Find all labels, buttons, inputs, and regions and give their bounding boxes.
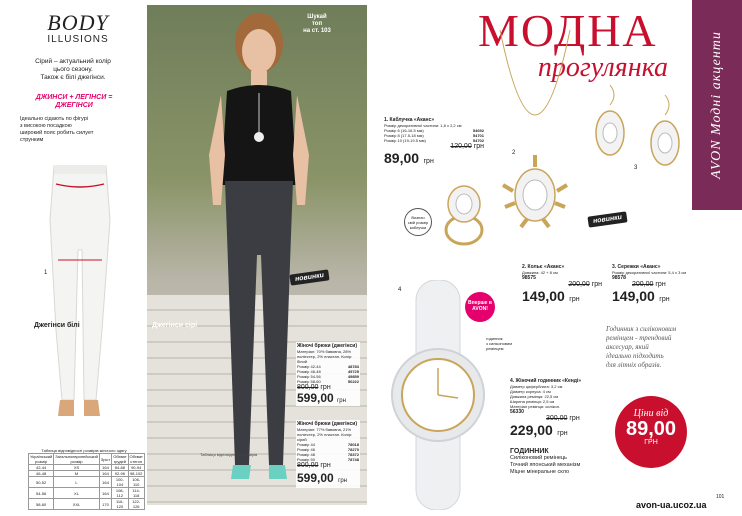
new-price: 229,00 [510,422,553,438]
table-row [29,477,145,488]
promo-currency: ГРН [644,439,658,446]
currency: грн [337,398,346,404]
product-code: 54692 [472,128,484,133]
offer-1-material: Матеріал: 70% бавовна, 28% поліестер, 2% еластан. Колір: білий [297,349,353,364]
item-4-desc-3: Довжина ремінця: 22,5 см [510,394,559,399]
size-label: Розмір 54-56 [297,374,321,379]
table-cell: XS [54,465,100,471]
old-price: 120,00 [450,143,472,150]
avon-side-label [692,0,742,210]
old-price: 800,00 [297,462,319,469]
old-price: 300,00 [546,415,568,422]
ring-note-1: Визнач [411,215,425,220]
size-label: Розмір 44 [297,442,315,447]
watch-badge-2: AVON! [472,306,488,312]
product-code: 54701 [472,133,484,138]
offer-2-price [297,469,359,487]
quote-3: аксесуар, який [606,343,649,351]
table-cell: 90-94 [128,465,144,471]
strap-note-2: з силіконовим [486,341,512,346]
bullet-list [20,116,130,144]
ring-size-note [404,208,432,236]
item-4-info [510,378,606,440]
bullet-4: струнким [20,137,44,143]
item-4-desc-1: Діаметр циферблата: 3,2 см [510,384,563,389]
watch-features [510,448,610,476]
intro-text [18,58,128,82]
product-code: 50222 [347,379,359,384]
item-4-code: 56330 [510,409,524,415]
table-cell: 164 [99,465,111,471]
brand-logo [28,12,128,45]
headline-1: ДЖИНСИ + ЛЕГІНСИ = [35,94,113,101]
new-badge-left: новинки [289,269,329,285]
item-3-code: 98578 [612,275,626,281]
table-cell: 46-48 [29,471,54,477]
size-label: Розмір 10 (19-19.5 мм) [384,138,426,143]
item-4-price [510,422,606,440]
th-ua: Український розмір [30,454,53,464]
table-cell: 84-88 [112,465,128,471]
bullet-3: широкий пояс робить силует [20,130,94,136]
offer-2-title: Жіночі брюки (джегінси) [297,421,358,427]
size-label: Розмір 50 [297,457,315,462]
item-2-title: 2. Кольє «Аканс» [522,264,565,270]
offer-2 [296,420,360,488]
offer-1 [296,342,360,406]
headline-2: ДЖЕГІНСИ [55,102,93,109]
table-cell: M [54,471,100,477]
item-1-price [384,150,484,168]
table-cell: 92-96 [112,471,128,477]
currency: грн [473,143,484,150]
new-price: 149,00 [522,288,565,304]
ring-note-2: свій розмір [407,220,429,225]
quote-4: ідеально підходить [606,352,664,360]
table2-title: Таблиця відповідності розмірів [200,452,258,457]
table-cell: 42-44 [29,465,54,471]
product-code: 49725 [347,369,359,374]
item-1-title: 1. Каблучка «Аканс» [384,117,435,123]
new-price: 599,00 [297,391,334,405]
currency: грн [320,384,331,391]
currency: грн [569,296,580,303]
table-cell: 100-104 [112,477,128,488]
callout-1: 1 [44,270,48,276]
th-hips: Обхват стегон [129,454,143,464]
table-cell: XXL [54,499,100,510]
item-1-old-price [384,143,484,150]
size-label: Розмір 58-60 [297,379,321,384]
table-cell: 50-52 [29,477,54,488]
footer-url[interactable]: avon-ua.ucoz.ua [636,500,707,510]
quote-5: для літніх образів. [606,361,662,369]
strap-note-1: годинник [486,336,503,341]
currency: грн [591,281,602,288]
table-cell: 58-60 [29,499,54,510]
th-bust: Обхват грудей [113,454,127,464]
item-3-price [612,288,712,306]
table-cell: 164 [99,471,111,477]
table-cell: 108-112 [112,488,128,499]
brand-top: BODY [47,10,109,35]
currency: грн [338,478,347,484]
size-label: Розмір 42-44 [297,364,321,369]
avon-side-text: AVON Модні акценти [709,31,724,179]
currency: грн [655,281,666,288]
page-number: 101 [716,494,725,500]
item-4-old-price [510,415,606,422]
currency: грн [320,462,331,469]
ring-note-3: каблучки [409,225,427,230]
intro-line-3: Також є білі джегінси. [40,74,106,81]
table-cell: XL [54,488,100,499]
table-cell: 98-102 [129,471,143,476]
strap-note-3: ремінцем [486,346,504,351]
item-2-old-price [522,281,602,288]
watch-badge-1: Вперше в [468,300,492,306]
item-3-title: 3. Сережки «Аканс» [612,264,661,270]
size-label: Розмір 46-48 [297,369,321,374]
currency: грн [557,430,568,437]
table-cell: 106-110 [128,477,144,488]
new-badge-right: новинки [587,211,627,227]
table-cell: L [54,477,100,488]
item-4-desc-2: Діаметр корпуса: 4 см [510,389,551,394]
size-label: Розмір 48 [297,452,315,457]
new-price: 599,00 [297,471,334,485]
callout-4: 4 [398,287,402,293]
product-code: 48783 [347,364,359,369]
new-price: 149,00 [612,288,655,304]
table-cell: 114-118 [128,488,144,499]
size-table-header [29,454,145,465]
item-2-code: 98575 [522,275,536,281]
size-table-wrap [28,448,143,510]
th-eu: Загальноєвропейський розмір [55,454,98,464]
offer-1-title: Жіночі брюки (джегінси) [297,343,358,349]
brand-bottom: ILLUSIONS [47,34,109,45]
quote-2: ремінцем - трендовий [606,334,672,342]
strap-note [486,336,526,351]
size-table [28,453,145,510]
earrings-image [580,85,690,195]
watch-features-title: ГОДИННИК [510,448,549,455]
product-code: 78018 [347,442,359,447]
watch-feature-1: Силіконовий ремінець [510,455,567,461]
bullet-2: з високою посадкою [20,123,72,129]
th-height: Зріст [99,454,111,465]
title-1: МОДНА [478,5,658,56]
offer-1-price [297,391,359,405]
size-label: Розмір 6 (16-16.5 мм) [384,128,424,133]
old-price: 200,00 [568,281,590,288]
title-2: прогулянка [537,52,668,83]
watch-feature-3: Міцне мінеральне скло [510,469,570,475]
product-code: 78372 [347,452,359,457]
quote [606,325,716,370]
old-price: 800,00 [297,384,319,391]
watch-feature-2: Точний японський механізм [510,462,581,468]
promo-price: 89,00 [625,418,677,440]
item-2-desc: Довжина: 42 + 8 см [522,270,558,275]
item-4-desc-4: Ширина ремінця: 2,5 см [510,399,555,404]
white-jeans-image [40,160,120,422]
grey-jeans-caption: Джегінси сірі [152,322,198,329]
table-cell: 116-120 [112,499,128,510]
item-3-desc: Розмір декоративної частини: 5,4 х 3 см [612,270,687,275]
offer-2-material: Матеріал: 77% бавовна, 21% поліестер, 2% еластан. Колір: сірий [297,427,353,442]
callout-2: 2 [512,150,516,156]
promo-label: Ціни від [633,408,669,419]
callout-3: 3 [634,165,638,171]
item-3-old-price [612,281,712,288]
item-1-desc: Розмір декоративної частини: 1,8 х 2,2 см [384,123,462,128]
promo-circle [615,396,687,468]
item-2-info [522,264,602,306]
shirt-note [292,14,342,35]
shirt-note-2: топ [311,21,323,27]
quote-1: Годинник з силіконовим [606,325,677,333]
item-3-info [612,264,712,306]
table-row [29,499,145,510]
product-code: 78270 [347,447,359,452]
item-4-desc-5: Матеріал ремінця: силікон. [510,404,561,409]
currency: грн [423,158,434,165]
item-4-title: 4. Жіночий годинник «Кенді» [510,378,582,384]
watch-first-badge [465,292,495,322]
table-cell: 170 [99,499,111,510]
shirt-note-1: Шукай [307,14,327,20]
size-table-title: Таблиця відповідності розмірів жіночого одягу [41,448,127,453]
product-code: 49859 [347,374,359,379]
shirt-note-3: на ст. 103 [303,28,331,34]
product-code: 78748 [347,457,359,462]
new-price: 89,00 [384,150,420,166]
offer-2-old-price [297,462,359,469]
table-cell: 122-126 [128,499,144,510]
size-label: Розмір 8 (17.5-18 мм) [384,133,424,138]
item-1-info [384,117,484,168]
intro-line-1: Сірий – актуальний колір [35,58,111,65]
currency: грн [659,296,670,303]
size-label: Розмір 46 [297,447,315,452]
headline [18,94,130,110]
product-code: 54702 [472,138,484,143]
table-cell: 54-56 [29,488,54,499]
bullet-1: Ідеально сідають по фігурі [20,116,88,122]
white-jeans-caption: Джегінси білі [34,322,80,329]
offer-1-old-price [297,384,359,391]
currency: грн [569,415,580,422]
table-cell: 164 [99,477,111,488]
item-2-price [522,288,602,306]
necklace-image [480,30,590,240]
ring-image [434,180,494,250]
intro-line-2: цього сезону. [53,66,93,73]
old-price: 200,00 [632,281,654,288]
table-cell: 164 [99,488,111,499]
table-row [29,488,145,499]
